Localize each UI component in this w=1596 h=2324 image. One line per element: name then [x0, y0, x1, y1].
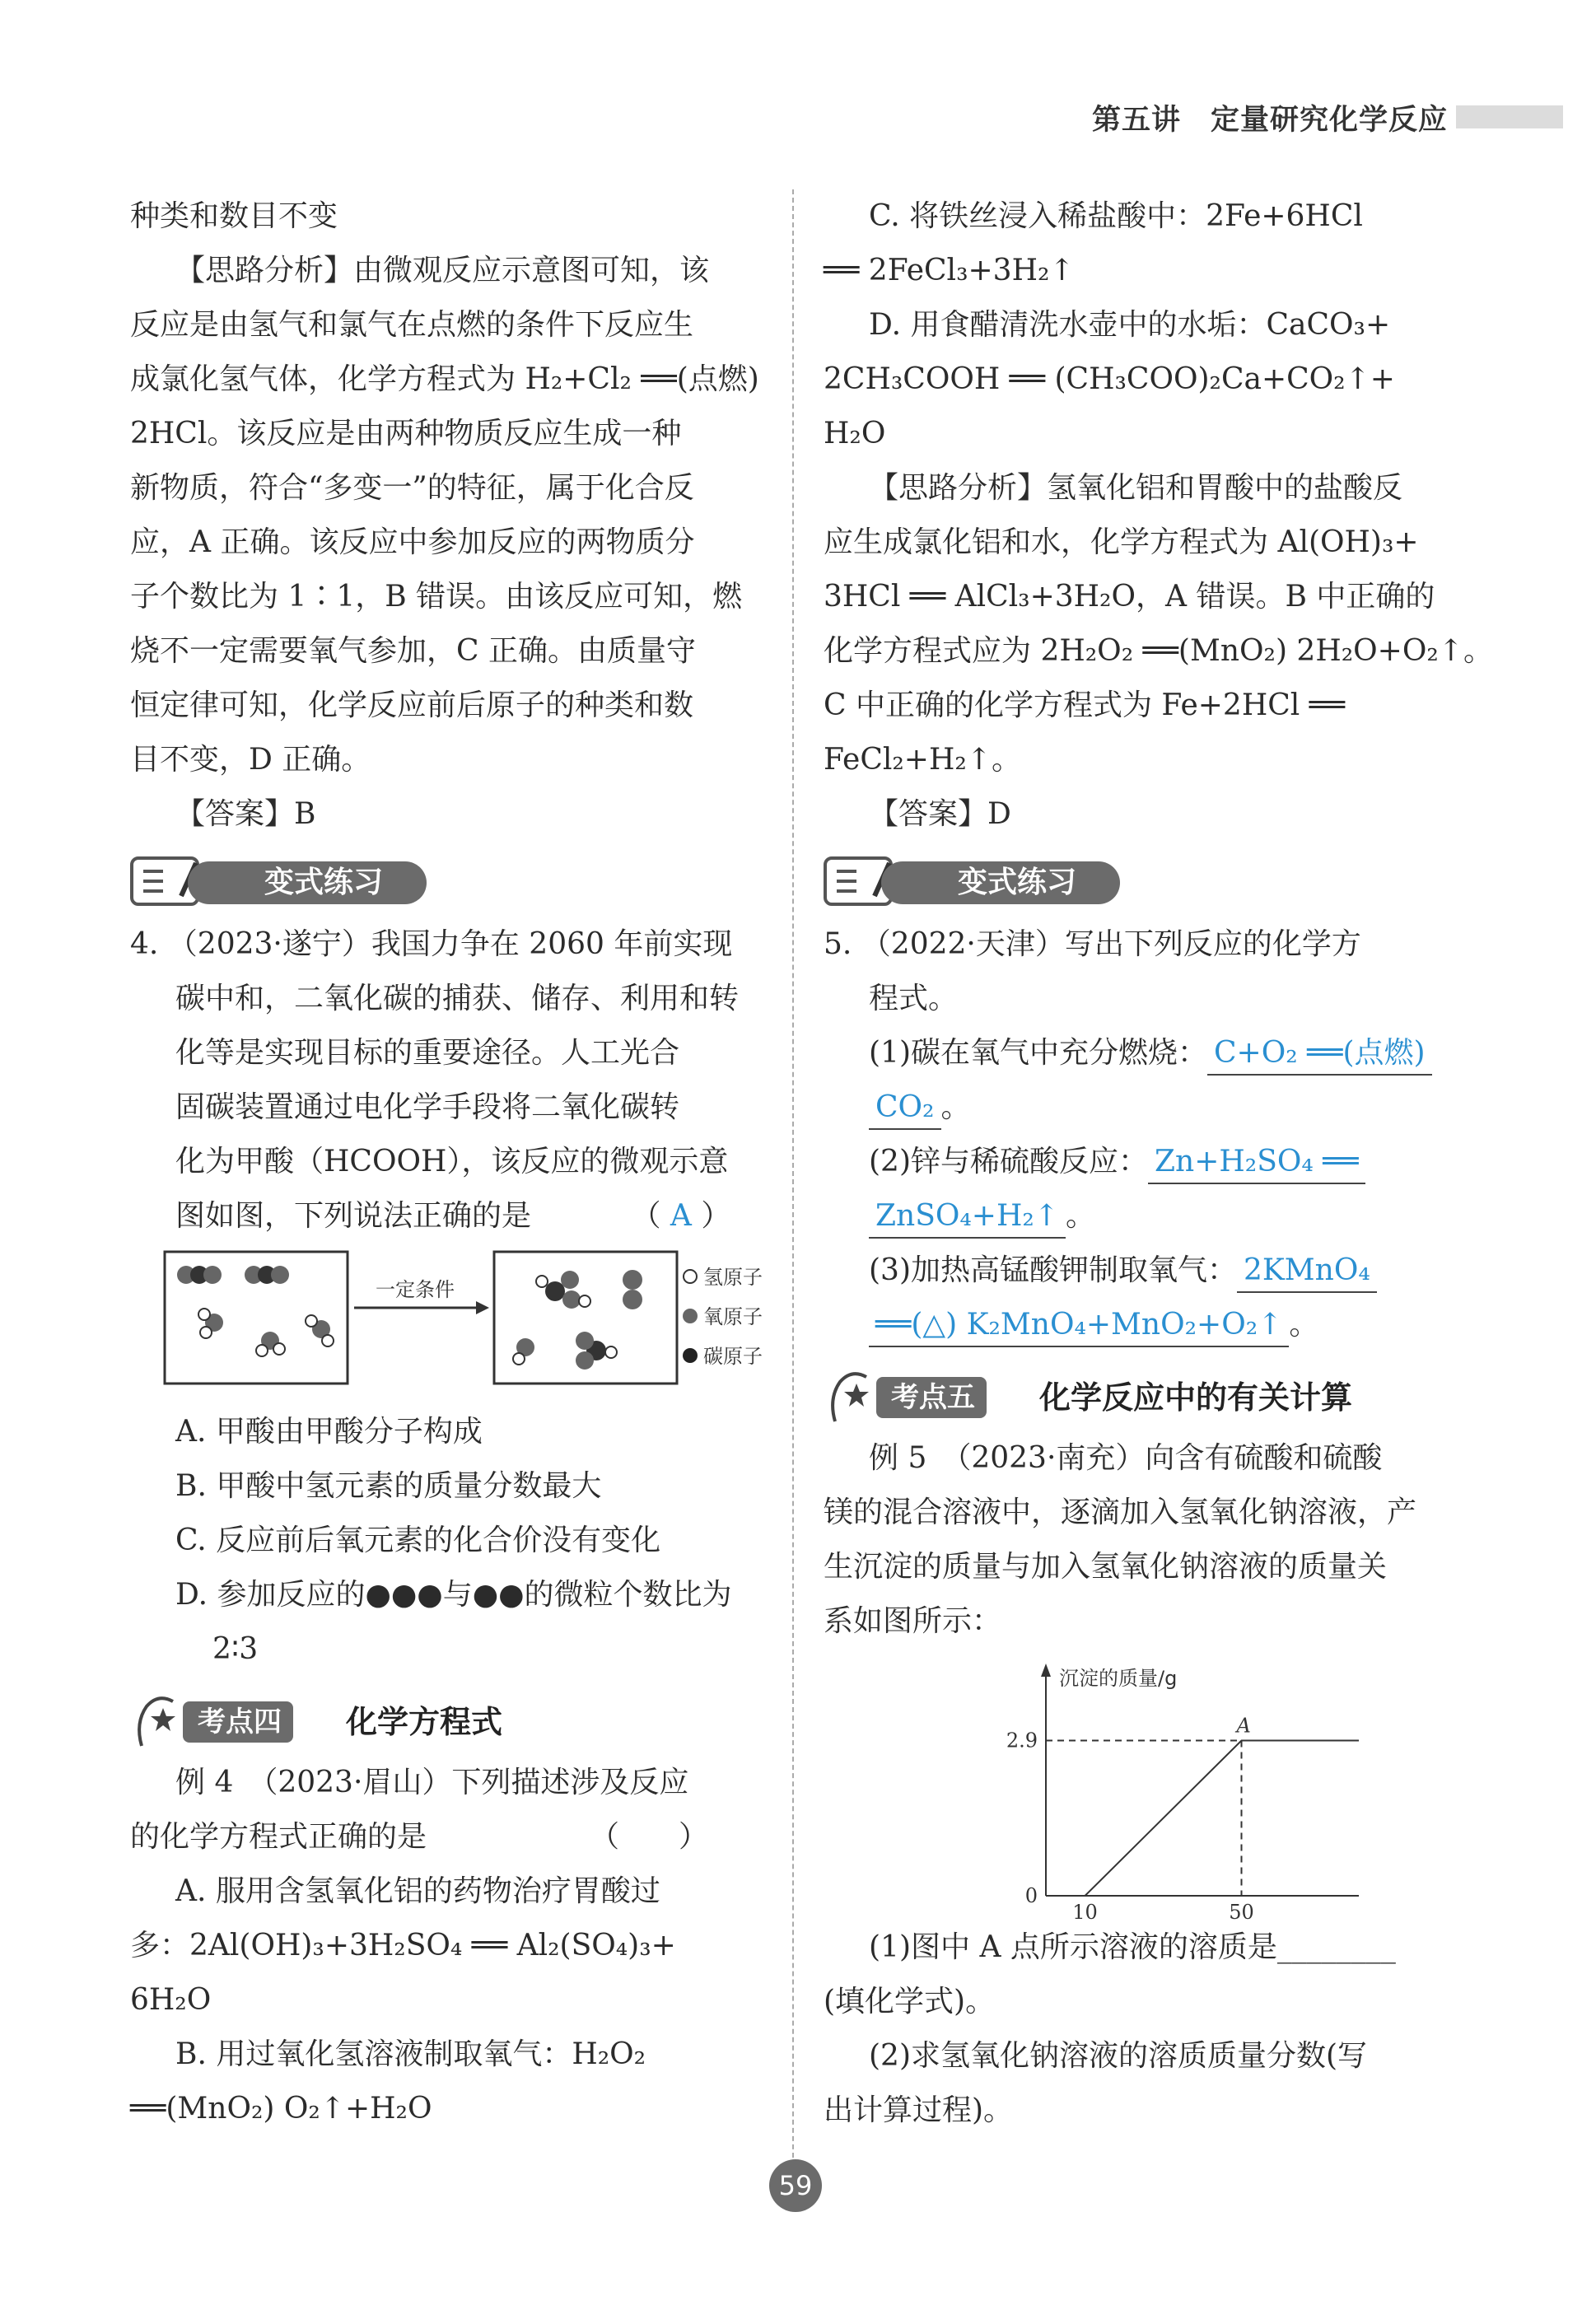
y-tick-label: 2.9 [1006, 1729, 1038, 1752]
q5-answer-1b: CO₂ [869, 1087, 941, 1130]
star-person-icon [824, 1365, 881, 1425]
kaodian-5-heading [824, 1365, 1466, 1425]
text-line: 子个数比为 1∶1，B 错误。由该反应可知，燃 [130, 580, 743, 614]
text-line: 反应是由氢气和氯气在点燃的条件下反应生 [130, 308, 694, 342]
option-b: B. 甲酸中氢元素的质量分数最大 [175, 1469, 602, 1503]
star-person-icon [130, 1690, 188, 1749]
option-d-line: D. 用食醋清洗水壶中的水垢：CaCO₃+ [869, 308, 1391, 342]
text-line: 镁的混合溶液中，逐滴加入氢氧化钠溶液，产 [824, 1496, 1417, 1529]
legend-oxygen: 氧原子 [703, 1305, 763, 1328]
text-line: (填化学式)。 [824, 1985, 996, 2018]
micro-diagram-svg [163, 1250, 772, 1398]
question-4-last-line: 图如图，下列说法正确的是 [175, 1199, 532, 1233]
text-line: 系如图所示： [824, 1604, 1002, 1638]
text-line: 化学方程式应为 2H₂O₂ ══(MnO₂) 2H₂O+O₂↑。 [824, 634, 1493, 668]
text-line: 固碳装置通过电化学手段将二氧化碳转 [175, 1090, 680, 1124]
q5-answer-2b: ZnSO₄+H₂↑ [869, 1196, 1066, 1239]
text-line: 的化学方程式正确的是 （ ） [130, 1820, 709, 1854]
kaodian-5-title: 化学反应中的有关计算 [1039, 1379, 1353, 1416]
question-4-answer: A [670, 1199, 692, 1233]
text-line: 生沉淀的质量与加入氢氧化钠溶液的质量关 [824, 1550, 1388, 1584]
option-c: C. 反应前后氧元素的化合价没有变化 [175, 1524, 661, 1557]
text-line: ══ 2FeCl₃+3H₂↑ [824, 254, 1075, 287]
text-line: 图如图，下列说法正确的是 （ A ） [175, 1199, 731, 1233]
text-line: 恒定律可知，化学反应前后原子的种类和数 [130, 688, 694, 722]
example-4-line: 例 4 （2023·眉山）下列描述涉及反应 [175, 1766, 689, 1799]
text-line: FeCl₂+H₂↑。 [824, 743, 1021, 777]
text-line: 6H₂O [130, 1983, 212, 2017]
analysis-heading: 【思路分析】由微观反应示意图可知，该 [175, 254, 710, 287]
text-line: 2HCl。该反应是由两种物质反应生成一种 [130, 417, 682, 450]
text-line: 3HCl ══ AlCl₃+3H₂O，A 错误。B 中正确的 [824, 580, 1435, 614]
option-a: A. 甲酸由甲酸分子构成 [175, 1415, 483, 1449]
practice-banner-label: 变式练习 [881, 861, 1120, 904]
q5-answer-3a: 2KMnO₄ [1237, 1250, 1377, 1293]
arrow-label: 一定条件 [376, 1278, 455, 1301]
text-line: A. 服用含氢氧化铝的药物治疗胃酸过 [175, 1874, 660, 1908]
co2-molecule-1 [177, 1266, 222, 1284]
question-1: (1)图中 A 点所示溶液的溶质是________ [869, 1930, 1396, 1964]
kaodian-4-title: 化学方程式 [346, 1704, 503, 1740]
question-4-line: 4. （2023·遂宁）我国力争在 2060 年前实现 [130, 927, 733, 961]
q5-answer-2a: Zn+H₂SO₄ ══ [1148, 1141, 1365, 1184]
answer-line: 【答案】D [869, 797, 1011, 831]
x-tick-label: 50 [1229, 1901, 1254, 1920]
analysis-heading: 【思路分析】氢氧化铝和胃酸中的盐酸反 [869, 471, 1403, 505]
text-line: 新物质，符合“多变一”的特征，属于化合反 [130, 471, 694, 505]
series-line [1046, 1741, 1359, 1897]
text-line: 种类和数目不变 [130, 199, 338, 233]
option-d-ratio: 2∶3 [212, 1632, 259, 1666]
co2-molecule-2 [245, 1266, 289, 1284]
point-a-label: A [1236, 1714, 1251, 1738]
option-c-line: C. 将铁丝浸入稀盐酸中：2Fe+6HCl [869, 199, 1363, 233]
micro-reaction-diagram [163, 1250, 764, 1398]
precipitate-chart [824, 1649, 1466, 1920]
q5-answer-3b: ══(△) K₂MnO₄+MnO₂+O₂↑ [869, 1304, 1289, 1347]
q5-answer-1a: C+O₂ ══(点燃) [1207, 1033, 1432, 1076]
y-tick-label: 0 [1024, 1884, 1038, 1907]
text-line: 应生成氯化铝和水，化学方程式为 Al(OH)₃+ [824, 525, 1419, 559]
text-line: 化等是实现目标的重要途径。人工光合 [175, 1036, 680, 1070]
q5-item-1: (1)碳在氧气中充分燃烧： C+O₂ ══(点燃) [824, 1026, 1466, 1080]
option-d: D. 参加反应的●●●与●●的微粒个数比为 [175, 1578, 732, 1612]
kaodian-4-tag: 考点四 [183, 1701, 293, 1743]
left-column [130, 189, 764, 2136]
page-header-title: 第五讲 定量研究化学反应 [1091, 104, 1448, 137]
text-line: 目不变，D 正确。 [130, 743, 371, 777]
question-2: (2)求氢氧化钠溶液的溶质质量分数(写 [869, 2039, 1368, 2073]
text-line: 多：2Al(OH)₃+3H₂SO₄ ══ Al₂(SO₄)₃+ [130, 1929, 676, 1962]
legend-carbon: 碳原子 [703, 1345, 763, 1368]
page-number: 59 [769, 2159, 822, 2212]
text-line: 应，A 正确。该反应中参加反应的两物质分 [130, 525, 695, 559]
q5-item-3-cont: ══(△) K₂MnO₄+MnO₂+O₂↑ 。 [824, 1298, 1466, 1352]
text-line: 成氯化氢气体，化学方程式为 H₂+Cl₂ ══(点燃) [130, 362, 759, 396]
question-5-line: 5. （2022·天津）写出下列反应的化学方 [824, 927, 1361, 961]
text-line: 2CH₃COOH ══ (CH₃COO)₂Ca+CO₂↑+ [824, 362, 1395, 396]
q5-item-1-cont: CO₂ 。 [824, 1080, 1466, 1135]
y-axis-label: 沉淀的质量/g [1059, 1667, 1178, 1690]
legend-hydrogen: 氢原子 [703, 1266, 763, 1289]
x-tick-label: 10 [1072, 1901, 1098, 1920]
kaodian-4-heading [130, 1690, 764, 1749]
column-divider [792, 189, 794, 2182]
text-line: C 中正确的化学方程式为 Fe+2HCl ══ [824, 688, 1346, 722]
text-line: 程式。 [869, 982, 959, 1015]
text-line: ══(MnO₂) O₂↑+H₂O [130, 2092, 432, 2126]
chart-svg [972, 1649, 1433, 1920]
practice-banner [130, 852, 764, 909]
example-5-line: 例 5 （2023·南充）向含有硫酸和硫酸 [869, 1441, 1383, 1475]
practice-banner [824, 852, 1466, 909]
kaodian-5-tag: 考点五 [876, 1377, 987, 1418]
text-line: 出计算过程)。 [824, 2093, 1014, 2127]
answer-line: 【答案】B [175, 797, 316, 831]
header-decoration [1456, 105, 1563, 128]
q5-item-2-cont: ZnSO₄+H₂↑ 。 [824, 1189, 1466, 1244]
y-axis-arrow [1041, 1664, 1051, 1677]
text-line: 碳中和，二氧化碳的捕获、储存、利用和转 [175, 982, 740, 1015]
text-line: 烧不一定需要氧气参加，C 正确。由质量守 [130, 634, 696, 668]
right-column [824, 189, 1493, 2138]
q5-item-2: (2)锌与稀硫酸反应： Zn+H₂SO₄ ══ [824, 1135, 1466, 1189]
practice-banner-label: 变式练习 [188, 861, 427, 904]
q5-item-3: (3)加热高锰酸钾制取氧气： 2KMnO₄ [824, 1244, 1466, 1298]
text-line: B. 用过氧化氢溶液制取氧气：H₂O₂ [175, 2037, 646, 2071]
text-line: 化为甲酸（HCOOH），该反应的微观示意 [175, 1145, 729, 1178]
text-line: H₂O [824, 417, 886, 450]
